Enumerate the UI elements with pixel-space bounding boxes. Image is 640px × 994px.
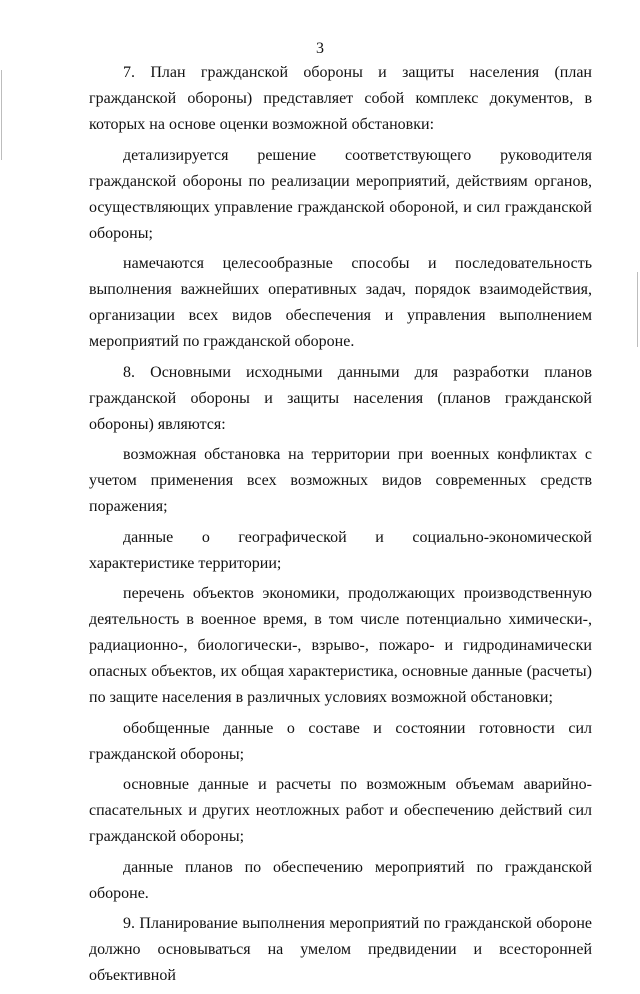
paragraph-9-planning: 9. Планирование выполнения мероприятий по гражданской обороне должно основываться на умелом предвидении и всесторонней объективной: [89, 915, 592, 984]
paragraph-7-plan-definition: 7. План гражданской обороны и защиты населения (план гражданской обороны) представляет собой комплекс документов, в которых на основе оценки возможной обстановки:: [89, 64, 592, 133]
paragraph-planned-methods: намечаются целесообразные способы и последовательность выполнения важнейших оперативных задач, порядок взаимодействия, организации всех видов обеспечения и управления выполнением мероприятий по гражданской обороне.: [89, 255, 592, 350]
scan-edge-mark-right: [637, 272, 638, 347]
page-number: 3: [316, 40, 324, 57]
paragraph-8-source-data: 8. Основными исходными данными для разработки планов гражданской обороны и защиты населения (планов гражданской обороны) являются:: [89, 363, 592, 433]
paragraph-geographic-data: данные о географической и социально-экономической характеристике территории;: [89, 528, 592, 572]
paragraph-rescue-works-data: основные данные и расчеты по возможным объемам аварийно-спасательных и других неотложных работ и обеспечению действий сил гражданской обороны;: [89, 776, 592, 845]
paragraph-plans-data: данные планов по обеспечению мероприятий по гражданской обороне.: [89, 858, 592, 902]
paragraph-detailing-decision: детализируется решение соответствующего руководителя гражданской обороны по реализации мероприятий, действиям органов, осуществляющих управление гражданской обороной, и сил гражданской обороны;: [89, 146, 592, 242]
paragraph-forces-readiness: обобщенные данные о составе и состоянии готовности сил гражданской обороны;: [89, 719, 592, 763]
paragraph-possible-situation: возможная обстановка на территории при военных конфликтах с учетом применения всех возможных видов современных средств поражения;: [89, 446, 592, 515]
document-body: [89, 60, 592, 994]
paragraph-economic-objects-list: перечень объектов экономики, продолжающих производственную деятельность в военное время, в том числе потенциально химически-, радиационно-, биологически-, взрыво-, пожаро- и гидродинамически опасных объектов, их общая характеристика, основные данные (расчеты) по защите населения в различных условиях возможной обстановки;: [89, 585, 592, 706]
scan-edge-mark-left: [1, 70, 2, 160]
